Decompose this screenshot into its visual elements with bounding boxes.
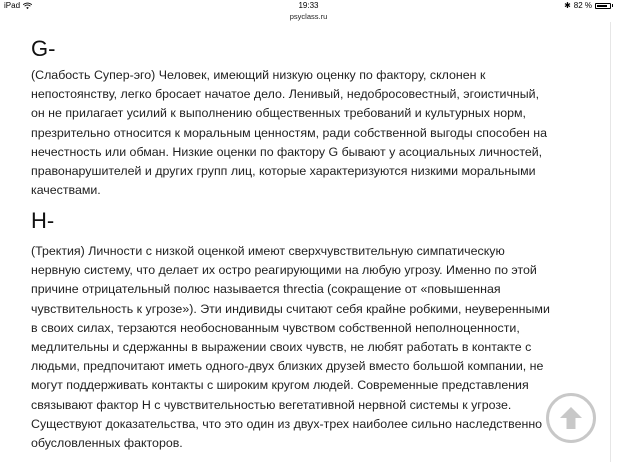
section-text-h: (Тректия) Личности с низкой оценкой имеют сверхчувствительную симпатическую нервную систему, что делает их остро реагирующими на любую угрозу. Именно по этой причине отрицательный полюс называется threctia (сокращение от «повышенная чувствительность к угрозе»). Эти индивиды считают себя крайне робкими, неуверенными в своих силах, терзаются необоснованным чувством собственной неполноценности, медлительны и сдержанны в выражении своих чувств, не любят работать в контакте с людьми, предпочитают иметь одного-двух близких друзей вместо большой компании, не могут поддерживать контакты с широким кругом людей. Современные представления связывают фактор H с чувствительностью вегетативной нервной системы к угрозе. Существуют доказательства, что это один из двух-трех наиболее сильно наследственно обусловленных факторов. bbox=[31, 244, 550, 451]
device-label: iPad bbox=[4, 1, 21, 10]
page-edge bbox=[610, 22, 611, 462]
battery-icon bbox=[595, 3, 611, 9]
battery-level bbox=[597, 5, 607, 7]
bluetooth-icon: ✱ bbox=[564, 1, 571, 10]
address-bar[interactable]: psyclass.ru bbox=[289, 12, 328, 21]
arrow-up-circle-icon bbox=[556, 403, 586, 433]
section-heading-g: G- bbox=[31, 36, 56, 61]
status-right bbox=[564, 0, 613, 11]
battery-percent: 82 % bbox=[573, 1, 592, 10]
battery-tip bbox=[612, 4, 613, 7]
scroll-to-top-button[interactable] bbox=[546, 393, 596, 443]
status-time: 19:33 bbox=[298, 1, 319, 10]
section-heading-h: H- bbox=[31, 208, 55, 233]
status-bar bbox=[0, 0, 617, 11]
section-text-g: (Слабость Супер-эго) Человек, имеющий низкую оценку по фактору, склонен к непостоянству, легко бросает начатое дело. Ленивый, недобросовестный, эгоистичный, он не прилагает усилий к выполнению общественных требований и культурных норм, презрительно относится к моральным ценностям, ради собственной выгоды способен на нечестность или обман. Низкие оценки по фактору G бывают у асоциальных личностей, правонарушителей и других групп лиц, которые характеризуются низкими моральными качествами. bbox=[31, 68, 548, 198]
